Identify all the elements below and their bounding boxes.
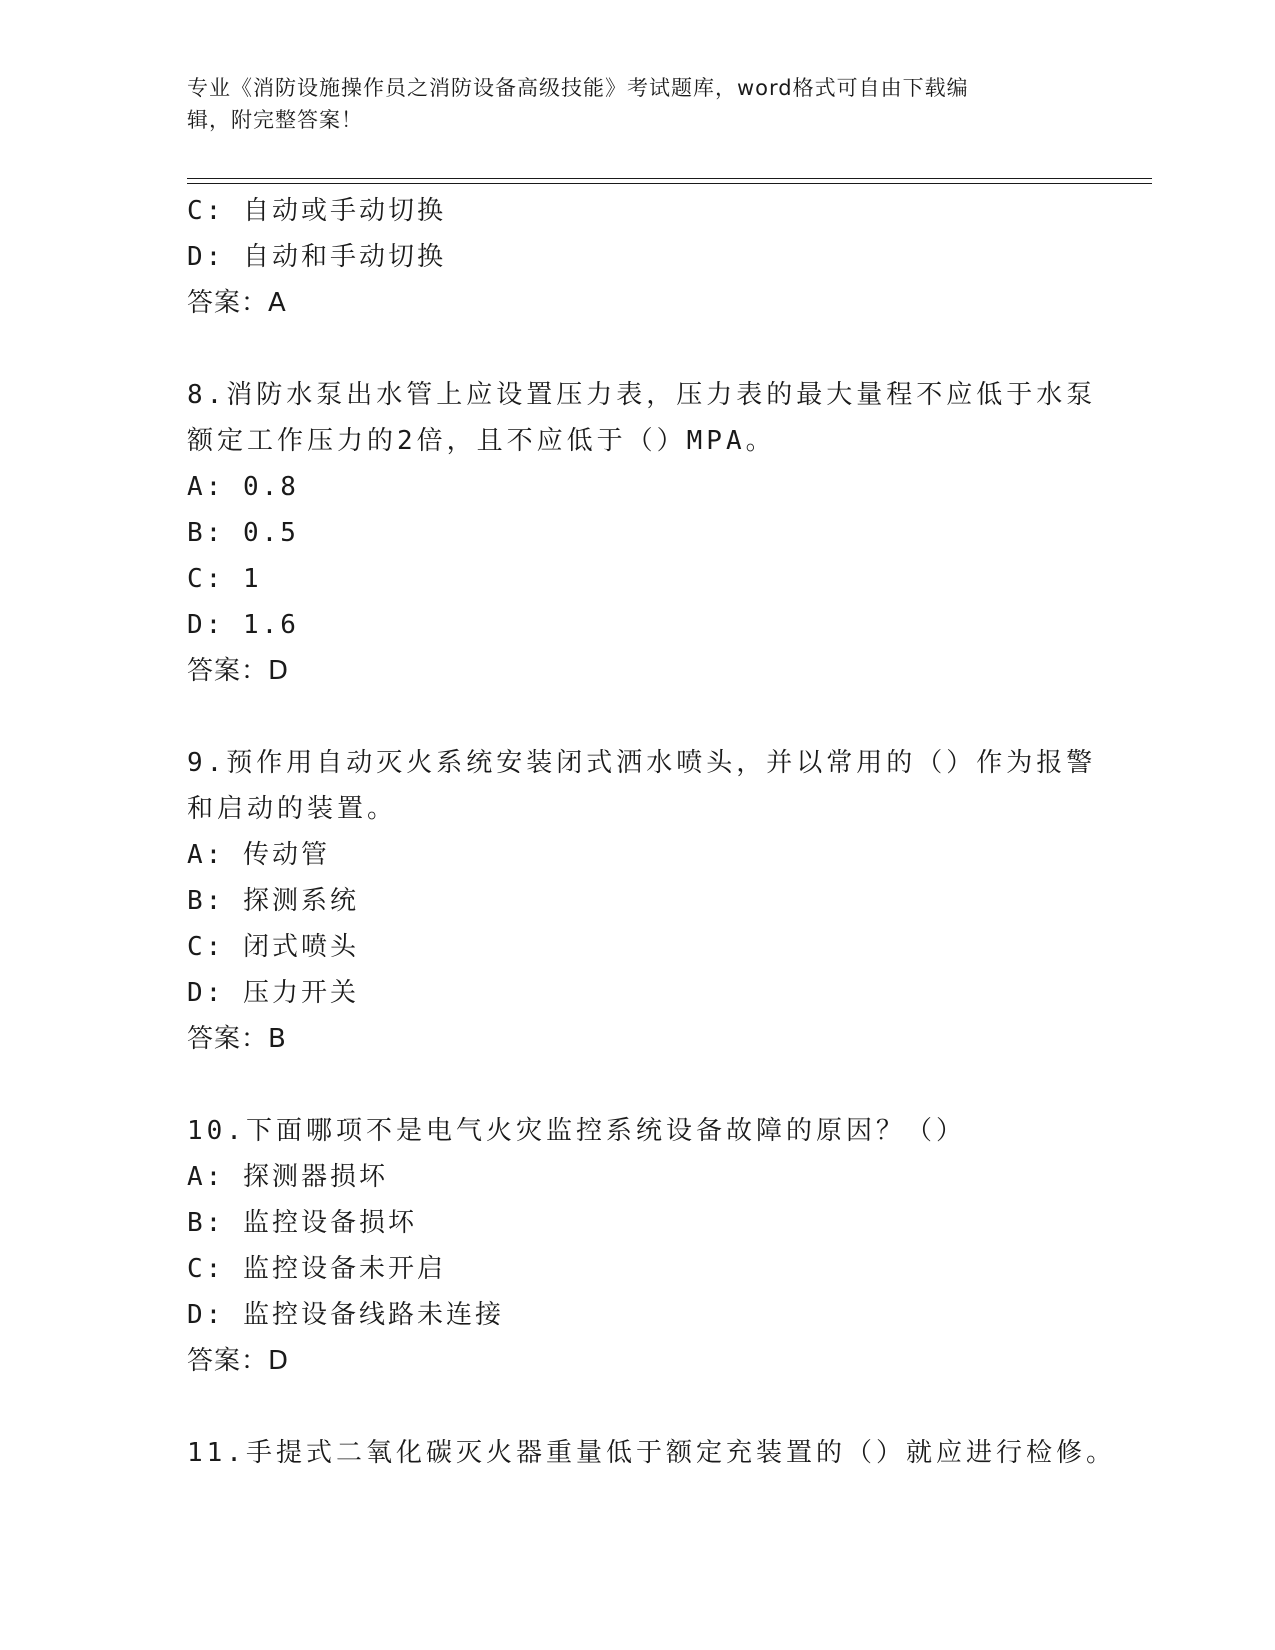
answer: 答案：D [187, 1346, 290, 1376]
header-rule-top [187, 178, 1152, 179]
option-a: A: 探测器损坏 [187, 1162, 388, 1192]
question-stem: 9.预作用自动灭火系统安装闭式洒水喷头，并以常用的（）作为报警 [187, 748, 1097, 778]
header-line-2: 辑，附完整答案！ [187, 108, 363, 132]
option-b: B: 监控设备损坏 [187, 1208, 417, 1238]
answer: 答案：A [187, 288, 287, 318]
option-c: C: 1 [187, 564, 262, 594]
option-b: B: 0.5 [187, 518, 299, 548]
option-a: A: 0.8 [187, 472, 299, 502]
question-8 [187, 372, 1097, 694]
option-c: C: 闭式喷头 [187, 932, 359, 962]
partial-question [187, 188, 1087, 326]
header-line-1: 专业《消防设施操作员之消防设备高级技能》考试题库，word格式可自由下载编 [187, 76, 969, 100]
option-a: A: 传动管 [187, 840, 330, 870]
option-c: C: 监控设备未开启 [187, 1254, 446, 1284]
header-rule-bottom [187, 183, 1152, 184]
question-9 [187, 740, 1097, 1062]
option-d: D: 自动和手动切换 [187, 242, 446, 272]
question-stem: 额定工作压力的2倍，且不应低于（）MPA。 [187, 426, 776, 456]
question-stem: 11.手提式二氧化碳灭火器重量低于额定充装置的（）就应进行检修。 [187, 1438, 1116, 1468]
option-d: D: 1.6 [187, 610, 299, 640]
option-d: D: 压力开关 [187, 978, 359, 1008]
question-stem: 和启动的装置。 [187, 794, 398, 824]
option-c: C: 自动或手动切换 [187, 196, 446, 226]
question-stem: 10.下面哪项不是电气火灾监控系统设备故障的原因？（） [187, 1116, 966, 1146]
answer: 答案：B [187, 1024, 287, 1054]
answer: 答案：D [187, 656, 290, 686]
question-stem: 8.消防水泵出水管上应设置压力表，压力表的最大量程不应低于水泵 [187, 380, 1097, 410]
question-11 [187, 1430, 1116, 1476]
question-10 [187, 1108, 1087, 1384]
document-header [187, 72, 1067, 136]
document-body [187, 188, 1116, 1476]
option-b: B: 探测系统 [187, 886, 359, 916]
option-d: D: 监控设备线路未连接 [187, 1300, 504, 1330]
